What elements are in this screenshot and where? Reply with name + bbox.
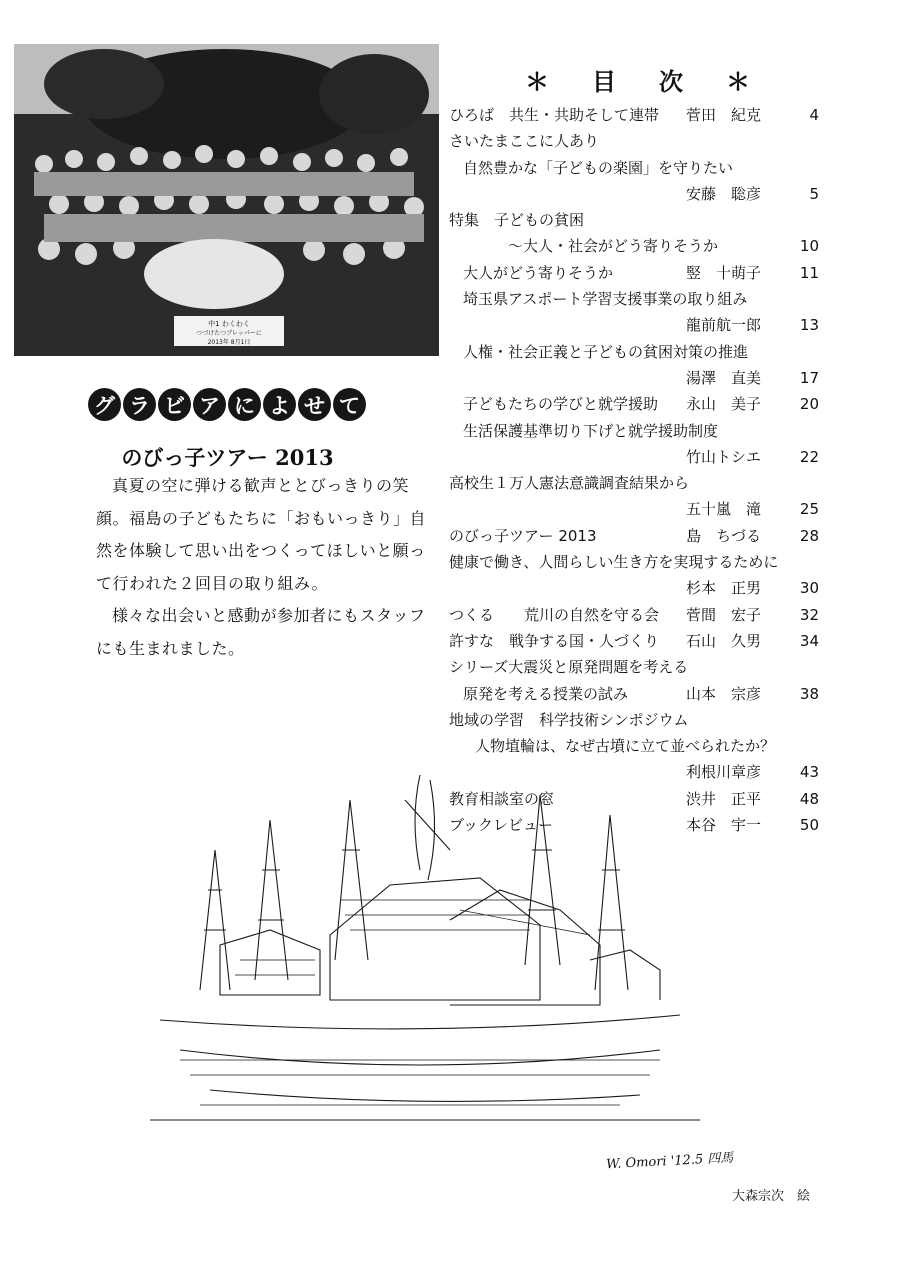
photo-banner-line2: つづけたつブレッパーに: [196, 330, 262, 337]
toc-row: [449, 444, 819, 470]
toc-title: シリーズ大震災と原発問題を考える: [449, 658, 689, 677]
toc-page: 11: [799, 263, 819, 282]
toc-row: [449, 496, 819, 522]
toc-page: 4: [809, 106, 819, 124]
toc-author: 利根川章彦: [685, 763, 761, 782]
toc-page: 43: [799, 763, 819, 782]
toc-title: 健康で働き、人間らしい生き方を実現するために: [449, 553, 779, 572]
toc-row: [449, 339, 819, 365]
illustration-credit: 大森宗次 絵: [732, 1189, 811, 1204]
title-char: せ: [298, 388, 331, 421]
toc-title: ～大人・社会がどう寄りそうか: [463, 237, 719, 256]
toc-row: [449, 155, 819, 181]
toc-author: 永山 美子: [685, 395, 761, 414]
toc-title: ブックレビュー: [449, 816, 553, 835]
gravure-subtitle: のびっ子ツアー 2013: [121, 445, 334, 470]
toc-title: 生活保護基準切り下げと就学援助制度: [463, 421, 719, 440]
toc-author: 龍前航一郎: [685, 316, 761, 335]
toc-row: [449, 207, 819, 233]
toc-row: [449, 233, 819, 259]
toc-author: 石山 久男: [685, 631, 761, 650]
toc-row: [449, 312, 819, 338]
toc-row: [449, 391, 819, 417]
toc-title: 高校生１万人憲法意識調査結果から: [449, 474, 690, 493]
toc-title: 人物埴輪は、なぜ古墳に立て並べられたか？: [475, 737, 776, 756]
title-char: グ: [88, 388, 121, 421]
artist-signature: W. Omori '12.5 四馬: [605, 1150, 734, 1173]
toc-author: 五十嵐 滝: [685, 500, 761, 519]
toc-title: 許すな 戦争する国・人づくり: [449, 631, 660, 650]
toc-title: 特集 子どもの貧困: [449, 211, 585, 230]
toc-title: 大人がどう寄りそうか: [463, 263, 614, 282]
toc-page: 22: [799, 447, 819, 466]
title-char: よ: [263, 388, 296, 421]
toc-title: 教育相談室の窓: [449, 789, 555, 808]
toc-page: 28: [799, 526, 819, 545]
toc-row: [449, 549, 819, 575]
toc-heading-char: 目: [592, 68, 616, 96]
toc-page: 10: [799, 237, 819, 256]
toc-author: 渋井 正平: [685, 789, 761, 808]
toc-row: [449, 628, 819, 654]
intro-paragraph: 真夏の空に弾ける歓声ととびっきりの笑顔。福島の子どもたちに「おもいっきり」自然を体験して思い出をつくってほしいと願って行われた２回目の取り組み。: [96, 476, 427, 593]
toc-row: [449, 681, 819, 707]
toc-heading-char: 次: [659, 68, 683, 96]
title-char: ビ: [158, 388, 191, 421]
toc-row: [449, 654, 819, 680]
toc-row: [449, 707, 819, 733]
toc-page: 32: [799, 605, 819, 624]
toc-title: さいたまここに人あり: [449, 132, 600, 151]
table-of-contents: [449, 102, 819, 838]
toc-page: 25: [799, 500, 819, 519]
photo-banner-line3: 2013年 8月1日: [207, 339, 251, 346]
toc-title: 子どもたちの学びと就学援助: [463, 395, 659, 414]
toc-title: つくる 荒川の自然を守る会: [449, 605, 660, 624]
gravure-intro: [96, 470, 441, 665]
toc-row: [449, 470, 819, 496]
toc-author: 安藤 聡彦: [685, 184, 761, 203]
toc-page: 34: [799, 631, 819, 650]
toc-page: 5: [809, 184, 819, 203]
gravure-title: [88, 388, 366, 421]
toc-row: [449, 523, 819, 549]
toc-title: ひろば 共生・共助そして連帯: [449, 106, 660, 124]
farmhouse-sketch: [120, 760, 730, 1160]
toc-heading-char: ＊: [726, 68, 750, 96]
toc-author: 山本 宗彦: [685, 684, 761, 703]
title-char: ア: [193, 388, 226, 421]
toc-row: [449, 286, 819, 312]
toc-author: 島 ちづる: [686, 526, 761, 545]
toc-page: 20: [799, 395, 819, 414]
title-char: ラ: [123, 388, 156, 421]
toc-author: 菅間 宏子: [685, 605, 761, 624]
toc-page: 13: [799, 316, 819, 335]
toc-row: [449, 102, 819, 128]
photo-banner-line1: 中1 わくわく: [208, 320, 250, 328]
toc-author: 菅田 紀克: [685, 106, 761, 124]
toc-page: 17: [799, 368, 819, 387]
title-char: に: [228, 388, 261, 421]
toc-page: 48: [799, 789, 819, 808]
toc-row: [449, 181, 819, 207]
toc-title: 地域の学習 科学技術シンポジウム: [449, 710, 689, 729]
toc-title: 人権・社会正義と子どもの貧困対策の推進: [463, 342, 749, 361]
toc-author: 本谷 宇一: [685, 816, 761, 835]
toc-title: のびっ子ツアー 2013: [449, 526, 597, 545]
toc-heading-char: ＊: [525, 68, 549, 96]
toc-title: 原発を考える授業の試み: [463, 684, 629, 703]
toc-row: [449, 602, 819, 628]
toc-row: [449, 575, 819, 601]
toc-author: 竹山トシエ: [685, 447, 761, 466]
toc-row: [449, 260, 819, 286]
toc-author: 杉本 正男: [685, 579, 761, 598]
toc-row: [449, 418, 819, 444]
toc-title: 自然豊かな「子どもの楽園」を守りたい: [463, 158, 734, 177]
toc-row: [449, 733, 819, 759]
toc-row: [449, 128, 819, 154]
toc-author: 竪 十萌子: [685, 263, 761, 282]
toc-page: 50: [799, 816, 819, 835]
intro-paragraph: 様々な出会いと感動が参加者にもスタッフにも生まれました。: [96, 606, 426, 658]
group-photo: [14, 44, 439, 356]
toc-page: 30: [799, 579, 819, 598]
toc-row: [449, 365, 819, 391]
toc-title: 埼玉県アスポート学習支援事業の取り組み: [463, 290, 748, 309]
toc-heading: [525, 62, 750, 97]
toc-author: 湯澤 直美: [685, 368, 761, 387]
title-char: て: [333, 388, 366, 421]
toc-page: 38: [799, 684, 819, 703]
